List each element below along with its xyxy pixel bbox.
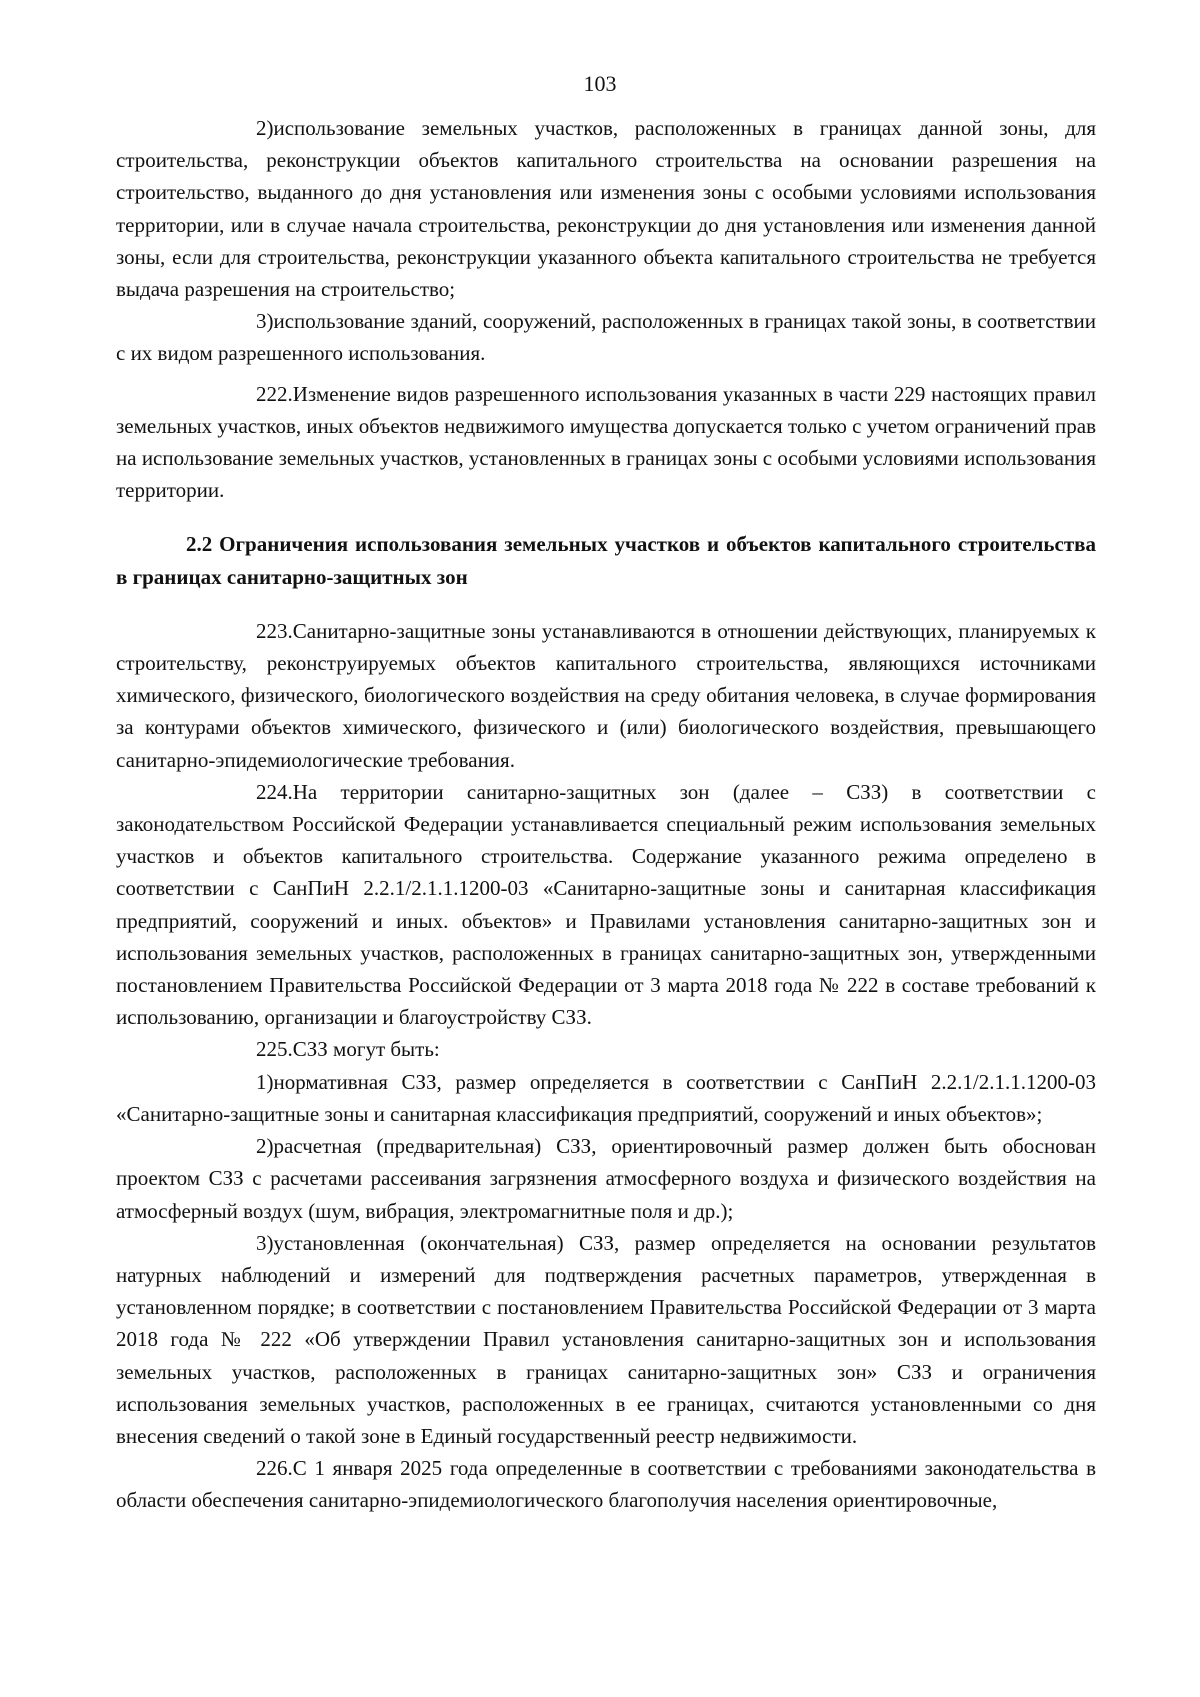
paragraph-text: С 1 января 2025 года определенные в соответствии с требованиями законодательства в области обеспечения санитарно-эпидемиологического благополучия населения ориентировочные, [116,1456,1096,1513]
list-item [116,305,1096,369]
paragraph-225 [116,1033,1096,1065]
paragraph-text: Санитарно-защитные зоны устанавливаются в отношении действующих, планируемых к строительству, реконструируемых объектов капитального строительства, являющихся источниками химического, физического, биологического воздействия на среду обитания человека, в случае формирования за контурами объектов химического, физического и (или) биологического воздействия, превышающего санитарно-эпидемиологические требования. [116,618,1096,772]
item-number: 3) [256,309,274,334]
paragraph-number: 225. [256,1037,293,1062]
item-text: расчетная (предварительная) СЗЗ, ориентировочный размер должен быть обоснован проектом СЗЗ с расчетами рассеивания загрязнения атмосферного воздуха и физического воздействия на атмосферный воздух (шум, вибрация, электромагнитные поля и др.); [116,1134,1096,1223]
item-text: использование зданий, сооружений, расположенных в границах такой зоны, в соответствии с их видом разрешенного использования. [116,309,1096,366]
paragraph-222 [116,378,1096,507]
item-text: нормативная СЗЗ, размер определяется в соответствии с СанПиН 2.2.1/2.1.1.1200-03 «Санитарно-защитные зоны и санитарная классификация предприятий, сооружений и иных объектов»; [116,1069,1096,1126]
item-number: 2) [256,1134,274,1159]
item-text: использование земельных участков, расположенных в границах данной зоны, для строительства, реконструкции объектов капитального строительства на основании разрешения на строительство, выданного до дня установления или изменения зоны с особыми условиями использования территории, или в случае начала строительства, реконструкции до дня установления или изменения данной зоны, если для строительства, реконструкции указанного объекта капитального строительства не требуется выдача разрешения на строительство; [116,116,1096,302]
paragraph-number: 222. [256,381,293,406]
paragraph-number: 226. [256,1456,293,1481]
paragraph-text: СЗЗ могут быть: [292,1037,440,1062]
page-number: 103 [583,71,617,96]
document-body [116,112,1096,1517]
item-number: 2) [256,116,274,140]
list-item [116,1130,1096,1227]
item-number: 3) [256,1230,274,1255]
item-text: установленная (окончательная) СЗЗ, размер определяется на основании результатов натурных наблюдений и измерений для подтверждения расчетных параметров, утвержденная в установленном порядке; в соответствии с постановлением Правительства Российской Федерации от 3 марта 2018 года № 222 «Об утверждении Правил установления санитарно-защитных зон и использования земельных участков, расположенных в границах санитарно-защитных зон» СЗЗ и ограничения использования земельных участков, расположенных в ее границах, считаются установленными со дня внесения сведений о такой зоне в Единый государственный реестр недвижимости. [116,1230,1096,1448]
item-number: 1) [256,1069,274,1094]
paragraph-number: 223. [256,618,293,643]
paragraph-226 [116,1452,1096,1516]
section-heading: 2.2 Ограничения использования земельных участков и объектов капитального строительства в границах санитарно-защитных зон [116,532,1096,589]
paragraph-text: На территории санитарно-защитных зон (далее – СЗЗ) в соответствии с законодательством Российской Федерации устанавливается специальный режим использования земельных участков и объектов капитального строительства. Содержание указанного режима определено в соответствии с СанПиН 2.2.1/2.1.1.1200-03 «Санитарно-защитные зоны и санитарная классификация предприятий, сооружений и иных. объектов» и Правилами установления санитарно-защитных зон и использования земельных участков, расположенных в границах санитарно-защитных зон, утвержденными постановлением Правительства Российской Федерации от 3 марта 2018 года № 222 в составе требований к использованию, организации и благоустройству СЗЗ. [116,779,1096,1030]
paragraph-224 [116,776,1096,1034]
paragraph-text: Изменение видов разрешенного использования указанных в части 229 настоящих правил земельных участков, иных объектов недвижимого имущества допускается только с учетом ограничений прав на использование земельных участков, установленных в границах зоны с особыми условиями использования территории. [116,381,1096,503]
list-item [116,1227,1096,1452]
paragraph-number: 224. [256,779,293,804]
paragraph-223 [116,615,1096,776]
list-item [116,112,1096,305]
list-item [116,1066,1096,1130]
